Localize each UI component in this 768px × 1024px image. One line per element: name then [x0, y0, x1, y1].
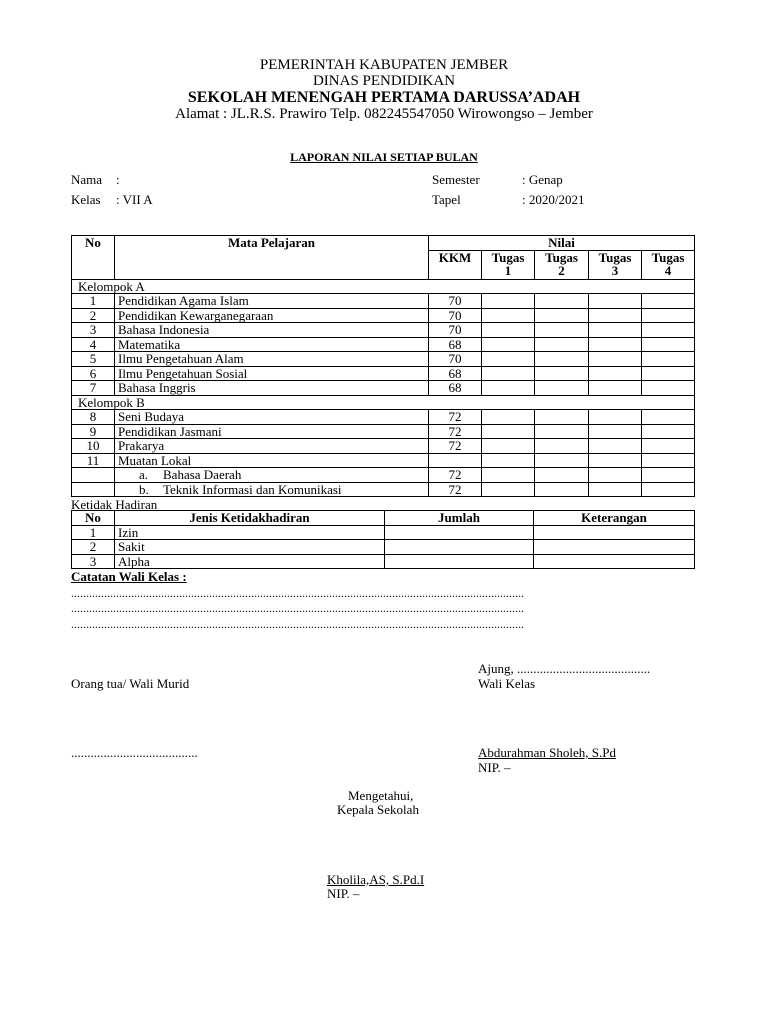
header-kkm: KKM [429, 250, 482, 279]
homeroom-nip: NIP. – [478, 760, 511, 775]
attendance-note [534, 540, 695, 555]
subject-row [72, 308, 695, 323]
header-tugas-2: Tugas 2 [535, 250, 589, 279]
tugas-4-score [642, 323, 695, 338]
subject-no: 7 [72, 381, 115, 396]
tapel-value: : 2020/2021 [522, 192, 585, 207]
tapel-label: Tapel [432, 192, 461, 207]
notes-line-2: ....................................................................................................................................................... [71, 601, 524, 615]
notes-line-1: ....................................................................................................................................................... [71, 586, 524, 600]
subject-name: Ilmu Pengetahuan Alam [115, 352, 429, 367]
subject-kkm: 72 [429, 482, 482, 497]
subitem-name: Teknik Informasi dan Komunikasi [163, 482, 342, 497]
subject-name: Ilmu Pengetahuan Sosial [115, 366, 429, 381]
subject-name: Pendidikan Agama Islam [115, 294, 429, 309]
subject-kkm: 70 [429, 323, 482, 338]
header-subject: Mata Pelajaran [115, 236, 429, 280]
principal-label: Kepala Sekolah [337, 802, 419, 817]
subject-kkm: 70 [429, 352, 482, 367]
tugas-3-score [589, 308, 642, 323]
attendance-table [71, 510, 695, 569]
header-tugas-1: Tugas 1 [482, 250, 535, 279]
tugas-3-score [589, 482, 642, 497]
subject-subrow [72, 468, 695, 483]
subject-name: Matematika [115, 337, 429, 352]
tugas-1-score [482, 453, 535, 468]
subject-row [72, 381, 695, 396]
subject-no: 10 [72, 439, 115, 454]
tugas-3-score [589, 424, 642, 439]
tugas-1-score [482, 308, 535, 323]
tugas-3-score [589, 352, 642, 367]
tugas-4-score [642, 439, 695, 454]
header-no: No [72, 236, 115, 280]
tugas-4-score [642, 424, 695, 439]
group-b-label: Kelompok B [72, 395, 695, 410]
tugas-1-score [482, 366, 535, 381]
notes-line-3: ....................................................................................................................................................... [71, 617, 524, 631]
attendance-count [385, 540, 534, 555]
tugas-3-score [589, 410, 642, 425]
subject-kkm: 70 [429, 308, 482, 323]
place-date: Ajung, ......................................... [478, 661, 651, 676]
tugas-3-score [589, 468, 642, 483]
tugas-2-score [535, 308, 589, 323]
subject-name: Bahasa Inggris [115, 381, 429, 396]
tugas-4-score [642, 337, 695, 352]
subject-subrow [72, 482, 695, 497]
tugas-3-score [589, 439, 642, 454]
principal-nip: NIP. – [327, 886, 360, 901]
subject-row [72, 366, 695, 381]
tugas-1-score [482, 424, 535, 439]
subject-name [115, 482, 429, 497]
principal-name: Kholila,AS, S.Pd.I [327, 872, 425, 887]
subject-kkm [429, 453, 482, 468]
header-tugas-4: Tugas 4 [642, 250, 695, 279]
acknowledged-label: Mengetahui, [348, 788, 414, 803]
tugas-4-score [642, 482, 695, 497]
attendance-header-count: Jumlah [385, 511, 534, 526]
subject-no: 9 [72, 424, 115, 439]
tugas-2-score [535, 352, 589, 367]
department-header: DINAS PENDIDIKAN [312, 73, 456, 89]
header-tugas-3: Tugas 3 [589, 250, 642, 279]
semester-value: : Genap [522, 172, 563, 187]
parent-signature-blank: ....................................... [71, 745, 198, 760]
grades-table [71, 235, 695, 497]
attendance-type: Alpha [115, 554, 385, 569]
tugas-2-score [535, 482, 589, 497]
subject-row [72, 453, 695, 468]
subject-kkm: 68 [429, 337, 482, 352]
tugas-2-score [535, 381, 589, 396]
attendance-section-label: Ketidak Hadiran [71, 497, 158, 512]
subject-no: 5 [72, 352, 115, 367]
tugas-2-score [535, 337, 589, 352]
subject-kkm: 72 [429, 468, 482, 483]
subject-no: 8 [72, 410, 115, 425]
tugas-1-score [482, 352, 535, 367]
parent-label: Orang tua/ Wali Murid [71, 676, 190, 691]
subitem-letter: b. [139, 482, 149, 497]
tugas-3-score [589, 337, 642, 352]
tugas-3-score [589, 381, 642, 396]
subject-kkm: 68 [429, 381, 482, 396]
tugas-3-score [589, 453, 642, 468]
homeroom-notes-label: Catatan Wali Kelas : [71, 569, 187, 584]
subject-kkm: 72 [429, 410, 482, 425]
subject-no: 6 [72, 366, 115, 381]
kelas-value: : VII A [116, 192, 153, 207]
subject-row [72, 323, 695, 338]
report-title: LAPORAN NILAI SETIAP BULAN [290, 150, 478, 164]
attendance-row [72, 554, 695, 569]
subject-no [72, 482, 115, 497]
tugas-1-score [482, 294, 535, 309]
semester-label: Semester [432, 172, 480, 187]
group-a-label: Kelompok A [72, 279, 695, 294]
tugas-4-score [642, 410, 695, 425]
subject-row [72, 352, 695, 367]
homeroom-label: Wali Kelas [478, 676, 536, 691]
tugas-4-score [642, 381, 695, 396]
subitem-letter: a. [139, 467, 149, 482]
tugas-4-score [642, 294, 695, 309]
subject-no: 2 [72, 308, 115, 323]
subject-row [72, 424, 695, 439]
subject-name: Pendidikan Jasmani [115, 424, 429, 439]
subitem-name: Bahasa Daerah [163, 467, 242, 482]
tugas-3-score [589, 294, 642, 309]
subject-name: Muatan Lokal [115, 453, 429, 468]
tugas-1-score [482, 410, 535, 425]
tugas-4-score [642, 468, 695, 483]
nama-label: Nama [71, 172, 103, 187]
tugas-3-score [589, 366, 642, 381]
subject-row [72, 439, 695, 454]
attendance-note [534, 554, 695, 569]
tugas-2-score [535, 468, 589, 483]
tugas-2-score [535, 366, 589, 381]
school-name: SEKOLAH MENENGAH PERTAMA DARUSSA’ADAH [187, 89, 581, 106]
subject-row [72, 294, 695, 309]
tugas-2-score [535, 410, 589, 425]
subject-no: 4 [72, 337, 115, 352]
attendance-type: Izin [115, 525, 385, 540]
tugas-2-score [535, 424, 589, 439]
attendance-row [72, 525, 695, 540]
tugas-1-score [482, 482, 535, 497]
government-header: PEMERINTAH KABUPATEN JEMBER [259, 57, 509, 73]
attendance-note [534, 525, 695, 540]
tugas-4-score [642, 308, 695, 323]
tugas-2-score [535, 453, 589, 468]
tugas-2-score [535, 294, 589, 309]
tugas-1-score [482, 323, 535, 338]
kelas-label: Kelas [71, 192, 101, 207]
tugas-4-score [642, 453, 695, 468]
attendance-header-type: Jenis Ketidakhadiran [115, 511, 385, 526]
tugas-1-score [482, 337, 535, 352]
subject-no [72, 468, 115, 483]
subject-name: Seni Budaya [115, 410, 429, 425]
attendance-type: Sakit [115, 540, 385, 555]
attendance-count [385, 525, 534, 540]
subject-name [115, 468, 429, 483]
tugas-3-score [589, 323, 642, 338]
subject-row [72, 337, 695, 352]
tugas-1-score [482, 381, 535, 396]
subject-kkm: 70 [429, 294, 482, 309]
subject-no: 1 [72, 294, 115, 309]
attendance-header-no: No [72, 511, 115, 526]
attendance-no: 2 [72, 540, 115, 555]
tugas-2-score [535, 323, 589, 338]
homeroom-name: Abdurahman Sholeh, S.Pd [478, 745, 616, 760]
school-address: Alamat : JL.R.S. Prawiro Telp. 082245547050 Wirowongso – Jember [175, 106, 593, 122]
header-nilai: Nilai [429, 236, 695, 251]
subject-no: 11 [72, 453, 115, 468]
tugas-4-score [642, 366, 695, 381]
tugas-1-score [482, 439, 535, 454]
subject-kkm: 68 [429, 366, 482, 381]
subject-kkm: 72 [429, 439, 482, 454]
attendance-row [72, 540, 695, 555]
subject-row [72, 410, 695, 425]
attendance-no: 1 [72, 525, 115, 540]
nama-value: : [116, 172, 120, 187]
attendance-no: 3 [72, 554, 115, 569]
subject-no: 3 [72, 323, 115, 338]
tugas-4-score [642, 352, 695, 367]
tugas-2-score [535, 439, 589, 454]
attendance-header-note: Keterangan [534, 511, 695, 526]
subject-name: Pendidikan Kewarganegaraan [115, 308, 429, 323]
tugas-1-score [482, 468, 535, 483]
subject-kkm: 72 [429, 424, 482, 439]
subject-name: Prakarya [115, 439, 429, 454]
subject-name: Bahasa Indonesia [115, 323, 429, 338]
attendance-count [385, 554, 534, 569]
